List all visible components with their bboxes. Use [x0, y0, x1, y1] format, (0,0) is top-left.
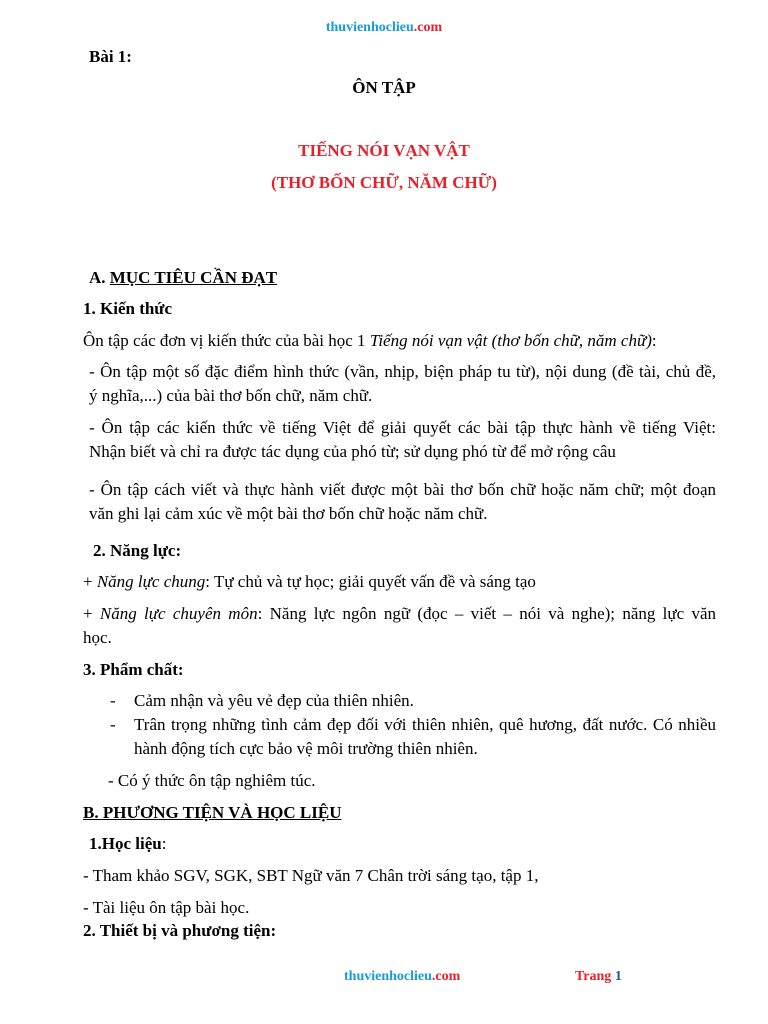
- ability-general: [83, 572, 536, 592]
- footer-page-label: Trang: [575, 969, 615, 984]
- quality-item-3: - Có ý thức ôn tập nghiêm túc.: [108, 771, 316, 790]
- knowledge-intro-end: :: [651, 331, 657, 350]
- quality-heading: 3. Phẩm chất:: [83, 660, 184, 679]
- knowledge-heading: 1. Kiến thức: [83, 299, 173, 318]
- ability-specific-line-1: [83, 604, 716, 624]
- ability-general-label: Năng lực chung: [96, 572, 206, 591]
- knowledge-item-3-line-2: văn ghi lại cảm xúc về một bài thơ bốn chữ hoặc năm chữ.: [89, 504, 488, 523]
- subtitle-1: TIẾNG NÓI VẠN VẬT: [298, 141, 470, 160]
- ability-general-text: : Tự chủ và tự học; giải quyết vấn đề và sáng tạo: [205, 572, 536, 591]
- knowledge-item-2-line-1: - Ôn tập các kiến thức về tiếng Việt để giải quyết các bài tập thực hành về tiếng Việt:: [89, 418, 716, 437]
- ability-general-plus: +: [83, 572, 97, 591]
- quality-item-2-line-1: Trân trọng những tình cảm đẹp đối với thiên nhiên, quê hương, đất nước. Có nhiều: [134, 715, 716, 734]
- footer-brand-suffix: .com: [431, 969, 461, 984]
- section-b-heading: B. PHƯƠNG TIỆN VÀ HỌC LIỆU: [83, 803, 342, 822]
- ability-specific-label: Năng lực chuyên môn: [99, 604, 258, 623]
- quality-bullet-1: -: [110, 691, 116, 710]
- footer-brand: [344, 969, 460, 985]
- lesson-label: Bài 1:: [89, 47, 132, 66]
- knowledge-intro-italic: Tiếng nói vạn vật (thơ bốn chữ, năm chữ): [369, 331, 652, 350]
- equipment-heading: 2. Thiết bị và phương tiện:: [83, 921, 277, 940]
- section-a-prefix: A.: [89, 268, 110, 287]
- ability-specific-plus: +: [83, 604, 100, 623]
- quality-item-1: Cảm nhận và yêu vẻ đẹp của thiên nhiên.: [134, 691, 414, 710]
- knowledge-intro: [83, 331, 657, 351]
- quality-item-2-line-2: hành động tích cực bảo vệ môi trường thiên nhiên.: [134, 739, 478, 758]
- materials-item-2: - Tài liệu ôn tập bài học.: [83, 898, 250, 917]
- section-a-title: MỤC TIÊU CẦN ĐẠT: [109, 268, 278, 287]
- knowledge-item-2-line-2: Nhận biết và chỉ ra được tác dụng của phó từ; sử dụng phó từ để mở rộng câu: [89, 442, 616, 461]
- subtitle-2: (THƠ BỐN CHỮ, NĂM CHỮ): [271, 173, 497, 192]
- header-brand: [0, 20, 768, 36]
- ability-specific-text: : Năng lực ngôn ngữ (đọc – viết – nói và nghe); năng lực văn: [257, 604, 716, 623]
- quality-bullet-2: -: [110, 715, 116, 734]
- materials-heading-colon: :: [161, 834, 167, 853]
- page-title: ÔN TẬP: [352, 78, 416, 97]
- header-brand-suffix: .com: [413, 20, 443, 35]
- materials-heading: [89, 834, 166, 854]
- ability-heading: 2. Năng lực:: [93, 541, 182, 560]
- materials-item-1: - Tham khảo SGV, SGK, SBT Ngữ văn 7 Chân trời sáng tạo, tập 1,: [83, 866, 539, 885]
- section-a-heading: [89, 268, 277, 288]
- knowledge-intro-plain: Ôn tập các đơn vị kiến thức của bài học 1: [83, 331, 370, 350]
- knowledge-item-3-line-1: - Ôn tập cách viết và thực hành viết được một bài thơ bốn chữ hoặc năm chữ; một đoạn: [89, 480, 716, 499]
- knowledge-item-1-line-1: - Ôn tập một số đặc điểm hình thức (vần, nhịp, biện pháp tu từ), nội dung (đề tài, chủ đề,: [89, 362, 716, 381]
- materials-heading-text: 1.Học liệu: [89, 834, 162, 853]
- footer-page-value: 1: [614, 969, 622, 984]
- header-brand-main: thuvienhoclieu: [325, 20, 414, 35]
- footer-page-number: [575, 969, 622, 985]
- footer-brand-main: thuvienhoclieu: [344, 969, 432, 984]
- knowledge-item-1-line-2: ý nghĩa,...) của bài thơ bốn chữ, năm chữ.: [89, 386, 373, 405]
- ability-specific-line-2: học.: [83, 628, 112, 647]
